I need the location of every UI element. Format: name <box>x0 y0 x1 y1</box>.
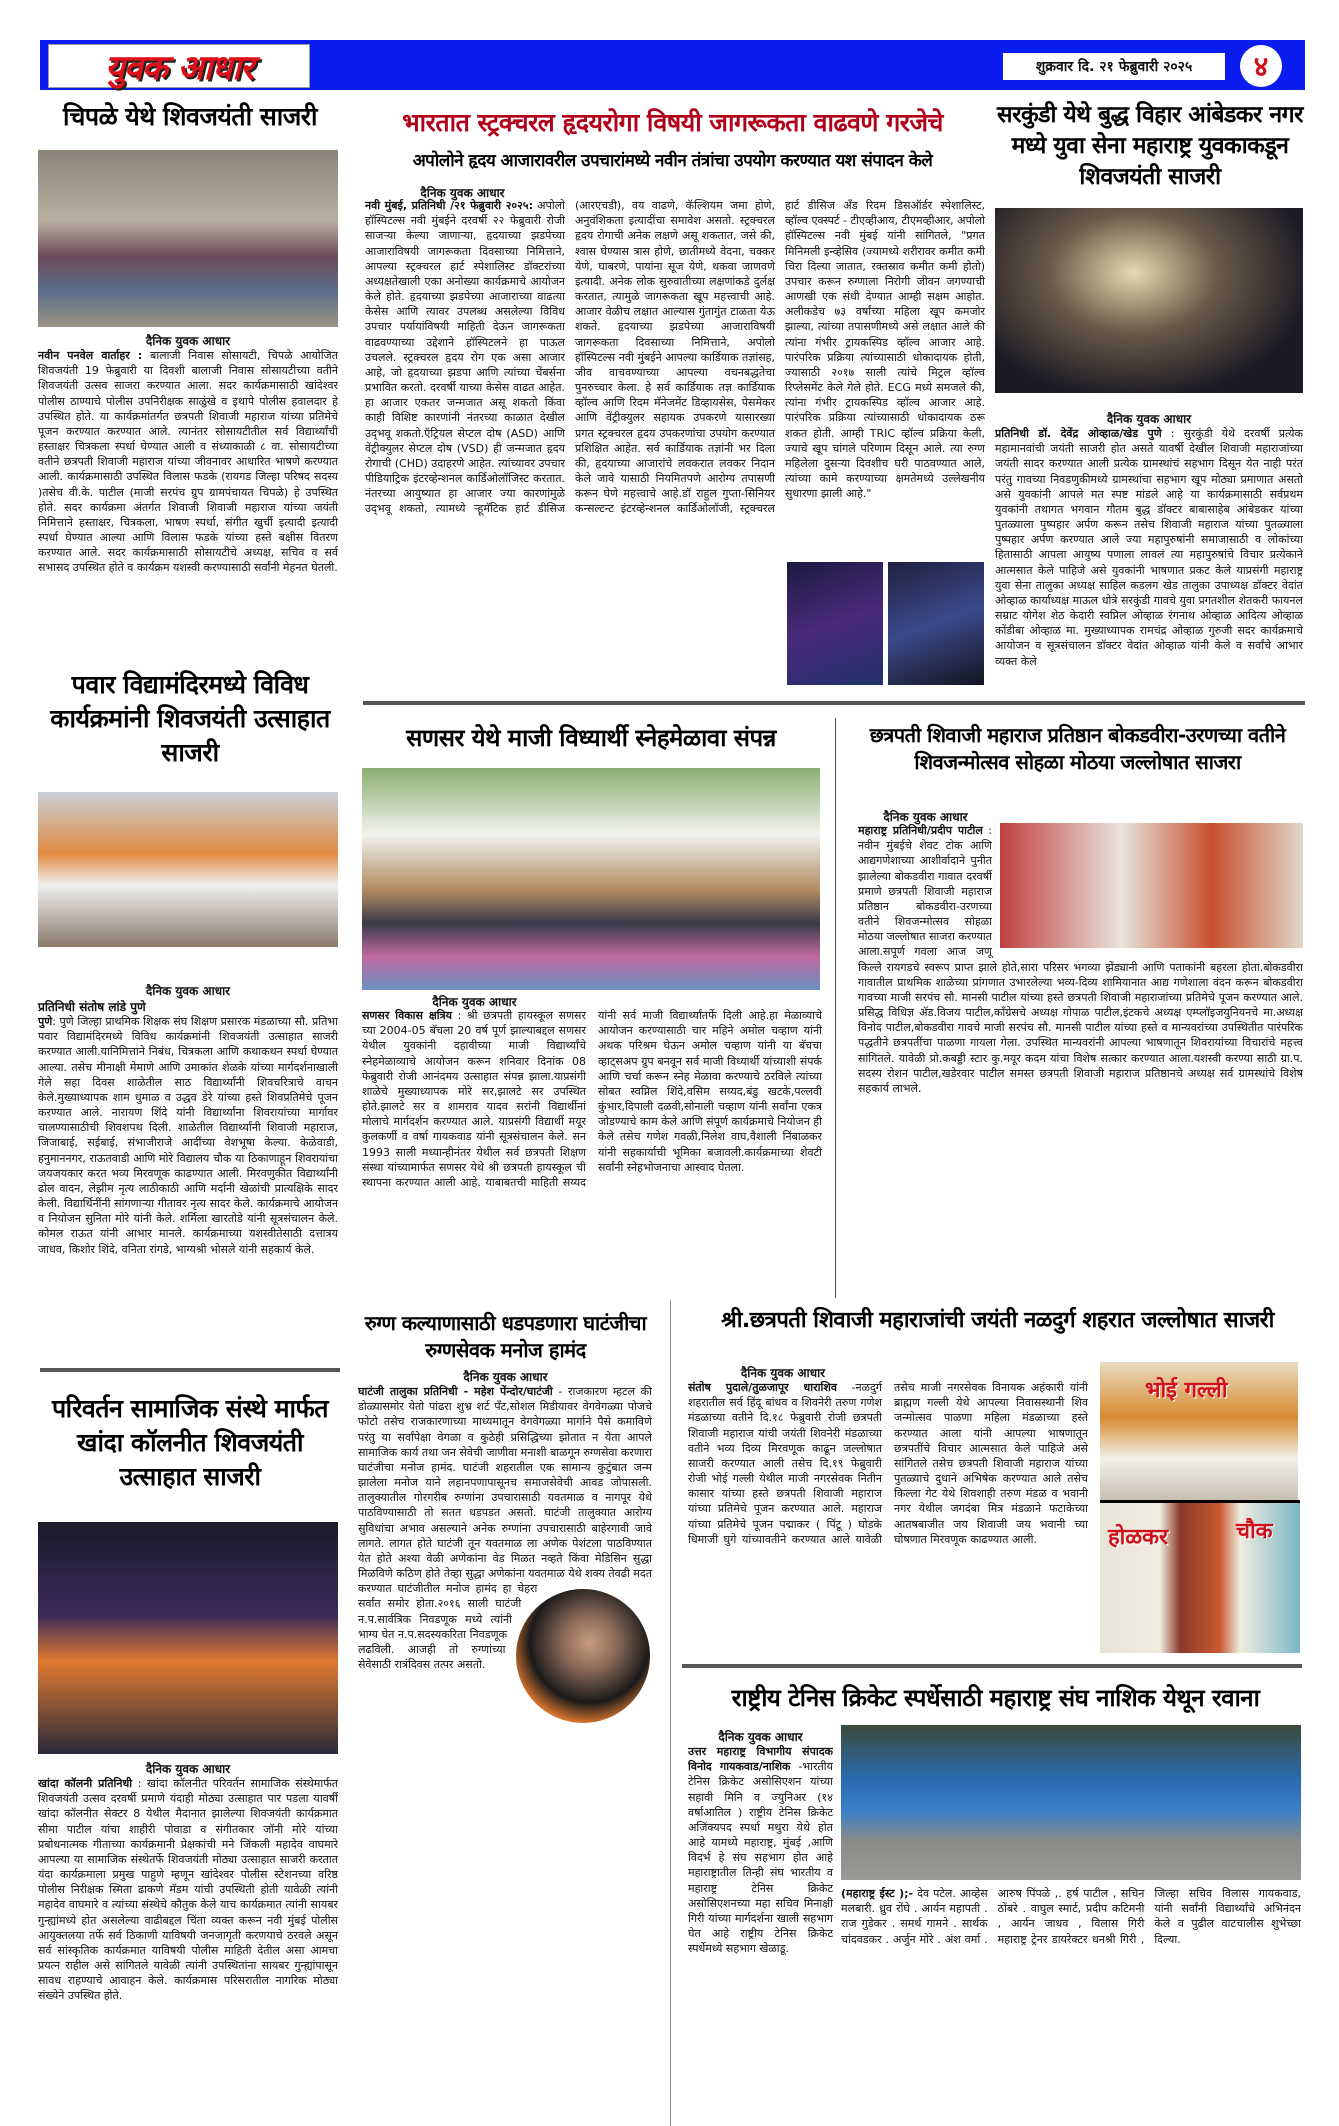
article-text: : नवीन मुंबईचे शेवट टोक आणि आद्यगणेशाच्या आशीर्वादाने पुनीत झालेल्या बोकडवीरा गावात दरवर्षी प्रमाणे छत्रपती शिवाजी महाराज प्रतिष्ठान बोकडवीरा-उरणच्या वतीने शिवजन्मोत्सव सोहळा मोठया जल्लोषात साजरा करण्यात आला.सपूर्ण गवला आज जणू किल्ले रायगडचे स्वरूप प्राप्त झाले होते,सारा परिसर भगव्या झेंड्यानी आणि पताकांनी बहरला होता.बोकडवीरा गावातील प्राथमिक शाळेच्या प्रांगणात उभारलेल्या भव्य-दिव्य शामियानात आद्य गणेशाला वंदन करून बोकडवीरा गावच्या माजी सरपंच सौ. मानसी पाटील यांच्या हस्ते छत्रपती शिवाजी महाराजांच्या प्रतिमेचे पूजन करण्यात आले. प्रसिद्ध विधिज्ञ ॲड.विजय पाटील,काँग्रेसचे अध्यक्ष गोपाळ पाटील,इंटकचे अध्यक्ष एम्प्लॉइजयुनियनचे मा.अध्यक्ष विनोद पाटील,बोकडवीरा गावचे माजी सरपंच सौ. मानसी पाटील यांच्या हस्ते व मान्यवरांच्या उपस्थितीत पारंपरिक पद्धतीने छत्रपतींचा पाळणा गायला गेला. उपस्थित मान्यवरांनी आपल्या भाषणातून शिवरायांच्या विचारांचे महत्त्व सांगितले. यावेळी प्रो.कबड्डी स्टार कु.मयूर कदम यांचा विशेष सत्कार करण्यात आला.यशस्वी करण्या साठी ग्रा.प. सदस्य रोशन पाटील,खडेरवार पाटील समस्त छत्रपती शिवाजी महाराज प्रतिष्ठानचे अध्यक्ष सर्व ग्रामस्थांचे विशेष सहकार्य लाभले. <box>858 824 1303 1095</box>
section-divider <box>682 1664 1302 1668</box>
dateline: पुणे <box>38 1015 53 1028</box>
source-label: दैनिक युवक आधार <box>463 1370 548 1384</box>
photo-pawar-procession <box>38 792 338 947</box>
source-label: दैनिक युवक आधार <box>420 186 505 200</box>
source-label: दैनिक युवक आधार <box>145 334 231 348</box>
headline-bokadvira: छत्रपती शिवाजी महाराज प्रतिष्ठान बोकडवीरा-उरणच्या वतीने शिवजन्मोत्सव सोहळा मोठया जल्लोषात साजरा <box>869 723 1286 774</box>
article-body-pawar <box>38 1014 338 1344</box>
article-body-sarkundi <box>995 426 1303 691</box>
article-body-tennis-team <box>841 1886 1301 2126</box>
dateline: संतोष पुदाले/तुळजापूर धाराशिव <box>688 1381 837 1394</box>
article-body-chiple <box>38 348 338 660</box>
dateline: घाटंजी तालुका प्रतिनिधी - महेश पेंन्दोर/घाटंजी <box>358 1385 553 1398</box>
team-list: देव पटेल. आव्हेस मलबारी. ध्रुव रोंघे . आर्यन महापती . राज गुडेकर . समर्थ गामने . सार्थक चांदवडकर . अर्जुन मोरे . अंश वर्मा . आरुष पिंपळे ,. हर्ष पाटील , सचिन ठोंबरे . वाघुल स्मार्ट, प्रदीप कटिमनी , आर्यन जाधव , विलास गिरी महाराष्ट्र ट्रेनर डायरेक्टर धनश्री गिरी , जिल्हा सचिव विलास गायकवाड, यांनी सर्वांनी विद्यार्थ्यांचे अभिनंदन केले व पुढील वाटचालीस शुभेच्छा दिल्या. <box>841 1887 1301 1946</box>
article-body-ghatanji <box>358 1384 653 2126</box>
page-number: ४ <box>1240 45 1282 87</box>
section-divider <box>363 701 1305 705</box>
photo-holkar-chowk <box>1100 1503 1300 1653</box>
article-body-sansar <box>362 1008 822 1296</box>
source-label: दैनिक युवक आधार <box>1106 412 1192 426</box>
photo-manoj-hamand-portrait <box>513 1586 653 1726</box>
dateline: नवी मुंबई, प्रतिनिधी /२१ फेब्रुवारी २०२५: <box>365 199 533 212</box>
dateline: उत्तर महाराष्ट्र विभागीय संपादक विनोद गायकवाड/नाशिक <box>688 1745 833 1774</box>
headline-sarkundi: सरकुंडी येथे बुद्ध विहार आंबेडकर नगर मध्ये युवा सेना महाराष्ट्र युवकाकडून शिवजयंती साजरी <box>997 102 1303 191</box>
article-text: -भारतीय टेनिस क्रिकेट असोसिएशन यांच्या सहावी मिनि व ज्युनिअर (१४ वर्षाआतिल ) राष्ट्रीय टेनिस क्रिकेट अजिंक्यपद स्पर्धा मथुरा येथे होत आहे यामध्ये महाराष्ट्र, मुंबई ,आणि विदर्भ हे संघ सहभाग होत आहे महाराष्ट्रातील तिन्ही संघ भारतीय व महाराष्ट्र टेनिस क्रिकेट असोसिएशनच्या महा सचिव मिनाक्षी गिरी यांच्या मार्गदर्शना खाली सहभाग घेत आहे राष्ट्रीय टेनिस क्रिकेट स्पर्धेमध्ये सहभाग खेळाडू. <box>688 1760 833 1956</box>
photo-apollo-doctors <box>888 562 984 685</box>
photo-chiple-children <box>38 150 338 327</box>
headline-tennis: राष्ट्रीय टेनिस क्रिकेट स्पर्धेसाठी महाराष्ट्र संघ नाशिक येथून रवाना <box>731 1684 1260 1712</box>
dateline: प्रतिनिधी डॉ. देवेंद्र ओव्हाळ/खेड पुणे <box>995 427 1162 440</box>
article-text: अपोलो हॉस्पिटल्स नवी मुंबईने दरवर्षी २२ फेब्रुवारी रोजी साजऱ्या केल्या जाणाऱ्या, हृदयाच्या झडपेच्या आजाराविषयी जागरूकता दिवसाच्या निमित्ताने, आपल्या स्ट्रक्चरल हार्ट स्पेशालिस्ट डॉक्टरांच्या अध्यक्षतेखाली एका अनोख्या कार्यक्रमाचे आयोजन केले होते. हृदयाच्या झडपेच्या आजाराच्या वाढत्या केसेस आणि त्यावर उपलब्ध असलेल्या विविध उपचार पर्यायांविषयी माहिती देऊन जागरूकता वाढवण्याच्या उद्देशाने हॉस्पिटलने हा पाऊल उचलले. स्ट्रक्चरल हृदय रोग एक असा आजार आहे, जो हृदयाच्या झडपा आणि त्यांच्या चेंबर्सना प्रभावित करतो. दरवर्षी याच्या केसेस वाढत आहेत. हा आजार एकतर जन्मजात असू शकतो किंवा काही विशिष्ट कारणांनी नंतरच्या काळात देखील उद्‌भवू शकतो.ऍट्रियल सेप्टल दोष (ASD) आणि वेंट्रीक्युलर सेप्टल दोष (VSD) ही जन्मजात हृदय रोगाची (CHD) उदाहरणे आहेत. त्यांच्यावर उपचार पीडियाट्रिक इंटरव्हेन्शनल कार्डिओलॉजिस्ट करतात. नंतरच्या आयुष्यात हा आजार ज्या कारणांमुळे उद्‌भवू शकतो, त्यामध्ये ऱ्हूमॅटिक हार्ट डीसिज (आरएचडी), वय वाढणे, कॅल्शियम जमा होणे, अनुवंशिकता इत्यादींचा समावेश असतो. स्ट्रक्चरल हृदय रोगाची अनेक लक्षणे असू शकतात, जसे की, श्वास घेण्यास त्रास होणे, छातीमध्ये वेदना, चक्कर येणे, घाबरणे, पायांना सूज येणे, थकवा जाणवणे इत्यादी. अनेक लोक सुरुवातीच्या लक्षणांकडे दुर्लक्ष करतात, त्यामुळे जागरूकता खूप महत्त्वाची आहे. आजार वेळीच लक्षात आल्यास गुंतागुंत टाळता येऊ शकते. हृदयाच्या झडपेच्या आजाराविषयी जागरूकता दिवसाच्या निमित्ताने, अपोलो हॉस्पिटल्स नवी मुंबईने आपल्या कार्डियाक तज्ञांसह, जीव वाचवण्याच्या आपल्या वचनबद्धतेचा पुनरुच्चार केला. हे सर्व कार्डियाक तज्ञ कार्डियाक व्हॉल्व आणि रिदम मॅनेजमेंट डिव्हायसेस, पेसमेकर आणि वेंट्रीक्युलर सहायक उपकरणे यासारख्या प्रगत स्ट्रक्चरल हृदय उपकरणांचा उपयोग करण्यात प्रशिक्षित आहेत. सर्व कार्डियाक तज्ञांनी भर दिला की, हृदयाच्या आजारांचे लवकरात लवकर निदान केले जावे यासाठी नियमितपणे आरोग्य तपासणी करून घेणे महत्त्वाचे आहे.डॉ राहुल गुप्ता-सिनियर कन्सल्टन्ट इंटरव्हेन्शनल कार्डिओलॉजी, स्ट्रक्चरल हार्ट डीसिज ॲंड रिदम डिसऑर्डर स्पेशालिस्ट, व्हॉल्व एक्स्पर्ट - टीएव्हीआय, टीएमव्हीआर, अपोलो हॉस्पिटल्स नवी मुंबई यांनी सांगितले, "प्रगत मिनिमली इन्व्हेसिव (ज्यामध्ये शरीरावर कमीत कमी चिरा दिल्या जातात, रक्तस्राव कमीत कमी होतो) उपचार करून रुग्णाला निरोगी जीवन जगण्याची आणखी एक संधी देण्यात आम्ही सक्षम आहोत. अलीकडेच ७३ वर्षांच्या महिला खूप कमजोर झाल्या, त्यांच्या तपासणीमध्ये असे लक्षात आले की त्यांना गंभीर ट्रायकस्पिड व्हॉल्व आजार आहे. पारंपरिक प्रक्रिया त्यांच्यासाठी धोकादायक होती, ज्यासाठी २०१७ साली त्यांचे मिट्रल व्हॉल्व रिप्लेसमेंट केले गेले होते. ECG मध्ये समजले की, त्यांना गंभीर ट्रायकस्पिड व्हॉल्व आजार आहे. पारंपरिक प्रक्रिया त्यांच्यासाठी धोकादायक ठरू शकत होती. आम्ही TRIC व्हॉल्व प्रक्रिया केली, ज्याचे खूप चांगले परिणाम दिसून आले. त्या रुग्ण महिलेला दुसऱ्या दिवशीच घरी पाठवण्यात आले, त्यांच्या कामे करण्याच्या क्षमतेमध्ये उल्लेखनीय सुधारणा झाली आहे." <box>365 199 985 516</box>
headline-khanda: परिवर्तन सामाजिक संस्थे मार्फत खांदा कॉलनीत शिवजयंती उत्साहात साजरी <box>51 1394 329 1491</box>
article-body-tennis <box>688 1744 833 2126</box>
headline-naldurg: श्री.छत्रपती शिवाजी महाराजांची जयंती नळदुर्ग शहरात जल्लोषात साजरी <box>721 1308 1274 1333</box>
issue-date: शुक्रवार दि. २१ फेब्रुवारी २०२५ <box>1003 53 1225 80</box>
headline-apollo: भारतात स्ट्रक्चरल हृदयरोगा विषयी जागरूकता वाढवणे गरजेचे <box>402 108 943 137</box>
column-divider <box>835 718 836 1298</box>
article-text: -नळदुर्ग शहरातील सर्व हिंदू बांधव व शिवनेरी तरुण गणेश मंडळाच्या वतीने दि.१८ फेब्रुवारी रोजी छत्रपती शिवाजी महाराज यांची जयंती शिवनेरी मंडळाच्या वतीने भव्य दिव्य मिरवणूक काढून जल्लोषात साजरी करण्यात आली तसेच दि.१९ फेब्रुवारी रोजी भोई गल्ली येथील माजी नगरसेवक नितीन कासार यांच्या हस्ते छत्रपती शिवाजी महाराज यांच्या प्रतिमेचे पूजन करण्यात आले. महाराज यांच्या प्रतिमेचे पूजन पद्माकर ( पिंटू ) घोडके धिमाजी घुगे यांच्यावतीने करण्यात आले यावेळी तसेच माजी नगरसेवक विनायक अहंकारी यांनी ब्राह्मण गल्ली येथे आपल्या निवासस्थानी शिव जन्मोत्सव पाळणा महिला मंडळाच्या हस्ते करण्यात आला यांनी आपल्या भाषणातून छत्रपतींचे विचार आत्मसात केले पाहिजे असे सांगितले तसेच छत्रपती शिवाजी महाराज यांच्या पुतळ्याचे दुधाने अभिषेक करण्यात आले तसेच किल्ला गेट येथे शिवशाही तरुण मंडळ व भवानी नगर येथील जगदंबा मित्र मंडळाने फटाकेच्या आतषबाजीत जय शिवाजी जय भवानी च्या घोषणात मिरवणूक काढण्यात आली. <box>688 1381 1088 1546</box>
reporter: प्रतिनिधी संतोष लांडे पुणे <box>38 1000 146 1014</box>
team-label: (महाराष्ट्र ईस्ट );- <box>841 1887 914 1900</box>
article-body-bokadvira <box>858 823 1303 1296</box>
article-text: : श्री छत्रपती हायस्कूल सणसर च्या 2004-05 बॅचला 20 वर्ष पूर्ण झाल्याबद्दल सणसर येथील युवकांनी दहावीच्या माजी विद्यार्थ्यांचे स्नेहमेळाव्याचे आयोजन करून शनिवार दिनांक 08 फेब्रुवारी रोजी आनंदमय उत्साहात संपन्न झाला.याप्रसंगी शाळेचे मुख्याध्यापक मोरे सर,झालटे सर उपस्थित होते.झालटे सर व शामराव यादव सरांनी विद्यार्थीनां मोलाचे मार्गदर्शन करण्यात आले. याप्रसंगी विद्यार्थी मयूर कुलकर्णी व वर्षा गायकवाड यांनी सूत्रसंचालन केले. सन 1993 साली मध्यान्हीनंतर येथील सर्व छत्रपती शिक्षण संस्था यांच्यामार्फत सणसर येथे श्री छत्रपती हायस्कूल ची स्थापना करण्यात आली आहे. याबाबतची माहिती सय्यद यांनी सर्व माजी विद्यार्थ्यांतर्फे दिली आहे.हा मेळाव्याचे आयोजन करण्यासाठी चार महिने अमोल चव्हाण यांनी अथक परिश्रम घेऊन अमोल चव्हाण यांनी या बॅचचा व्हाट्सअप ग्रुप बनवून सर्व माजी विध्यार्थी यांच्याशी संपर्क आणि चर्चा करून स्नेह मेळावा करण्याचे ठरविले त्यांच्या सोबत स्वप्निल शिंदे,वसिम सय्यद,बंडु खटके,पल्लवी कुंभार,दिपाली दळवी,सोनाली चव्हाण यांनी सर्वांना एकत्र जोडण्याचे काम केले आणि संपूर्ण कार्यक्रमाचे नियोजन ही केले तसेच गणेश गवळी,निलेश वाघ,वैशाली निंबाळकर यांनी सहकार्याची भूमिका बजावली.कार्यक्रमाच्या शेवटी सर्वांनी स्नेहभोजनाचा आस्वाद घेतला. <box>362 1009 822 1189</box>
photo-sansar-reunion <box>362 768 820 990</box>
subheadline-apollo: अपोलोने हृदय आजारावरील उपचारांमध्ये नवीन तंत्रांचा उपयोग करण्यात यश संपादन केले <box>412 151 933 171</box>
source-label: दैनिक युवक आधार <box>718 1730 803 1744</box>
dateline: नवीन पनवेल वार्ताहर : <box>38 349 143 362</box>
headline-pawar: पवार विद्यामंदिरमध्ये विविध कार्यक्रमांनी शिवजयंती उत्साहात साजरी <box>50 670 330 767</box>
headline-sansar: सणसर येथे माजी विध्यार्थी स्नेहमेळावा संपन्न <box>406 724 776 752</box>
dateline: सणसर विकास क्षत्रिय <box>362 1009 453 1022</box>
newspaper-title: युवक आधार <box>105 48 253 88</box>
photo-bokadvira-celebration <box>1000 823 1303 948</box>
source-label: दैनिक युवक आधार <box>432 995 517 1009</box>
photo-khanda-stage <box>38 1522 338 1754</box>
headline-ghatanji: रुग्ण कल्याणासाठी धडपडणारा घाटंजीचा रुग्णसेवक मनोज हामंद <box>364 1311 647 1362</box>
article-text: : खांदा कॉलनीत परिवर्तन सामाजिक संस्थेमार्फत शिवजयंती उत्सव दरवर्षी प्रमाणे यंदाही मोठ्या उत्साहात पार पडला यावर्षी खांदा कॉलनीत सेक्टर 8 येथील मैदानात झालेल्या शिवजयंती कार्यक्रमात सीमा पाटील यांचा शाहीरी पोवाडा व संगीतकार जॉनी मोरे यांच्या प्रबोधनात्मक गीताच्या कार्यक्रमानी प्रेक्षकांची मने जिंकली महादेव वाघमारे आपल्या या सामाजिक संस्थेतर्फे शिवजयंती मोठ्या उत्साहात साजरी करतात यंदा कार्यक्रमाला प्रमुख पाहुणे म्हणून खांदेश्वर पोलीस स्टेशनच्या वरिष्ठ पोलीस निरीक्षक स्मिता ढाकणे मॅडम यांची उपस्थिती होती यावेळी त्यांनी महादेव वाघमारे व त्यांच्या संस्थेचे कौतुक केले याच कार्यक्रमात त्यांनी सायबर गुन्ह्यांमध्ये होत असलेल्या वाढीबद्दल चिंता व्यक्त करून नवी मुंबई पोलीस आयुक्तलया तर्फे सर्व ठिकाणी याविषयी जनजागृती करणयाचे ठरवले असून सर्व सांस्कृतिक कार्यक्रमात याविषयी पोलीस माहिती देतील असा आमचा प्रयत्न राहील असे सांगितले यावेळी त्यांनी उपस्थितांना सायबर गुन्ह्यांपासून सावध राहण्याचे आवाहन केले. कार्यक्रमास परिसरातील नागरिक मोठ्या संख्येने उपस्थित होते. <box>38 1777 338 2003</box>
article-text: - राजकारण म्हटल की डोळ्यासमोर येतो पांढरा शुभ्र शर्ट पॅंट,सोशल मिडीयावर वेगवेगळ्या पोजचे फोटो तसेच राजकारणाच्या माध्यमातून वेगवेगळ्या मार्गाने पैसे कमाविणे परंतु या सर्वांपेक्षा वेगळा व कुठेही प्रसिद्धिच्या झोतात न येता आपले सामाजिक कार्य तथा जन सेवेची जाणीवा मनाशी बाळगून रुग्णसेवा करणारा घाटंजीचा मनोज हामंद. घाटंजी शहरातील एक सामान्य कुटुंबात जन्म झालेला मनोज याने लहानपणापासूनच समाजसेवेची आवड जोपासली. तालुक्यातील गोरगरीब रुग्णांना उपचारासाठी यवतमाळ व नागपूर येथे पाठविण्यासाठी तो सतत धडपडत असतो. घाटंजी तालुक्यात आरोग्य सुविधांचा अभाव असल्याने अनेक रुग्णांना उपचारासाठी बाहेरगावी जावे लागते. लागत होते घाटंजी तून यवतमाळ ला अणेक पेशंटला पाठविण्यात येत होते अश्या वेळी अणेकांना वेड मिळत नव्हते किंवा मेडिसिन सुद्धा मिळविणे कठिण होते तेव्हा सुद्धा अणेकांना यवतमाळ येथे शक्य तेवढी मदत करण्यात घाटंजीतील मनोज हामंद हा चेहरा सर्वांत समोर होता.२०१६ साली घाटंजी न.प.सार्वत्रिक निवडणूक मध्ये त्यांनी भाग्य घेत न.प.सदस्यकरिता निवडणूक लढविली. आजही तो रुग्णांच्या सेवेसाठी रात्रंदिवस तत्पर असतो. <box>358 1385 652 1672</box>
photo-maharashtra-team <box>841 1725 1301 1880</box>
source-label: दैनिक युवक आधार <box>883 810 968 824</box>
headline-chiple: चिपळे येथे शिवजयंती साजरी <box>63 102 317 131</box>
article-text: : पुणे जिल्हा प्राथमिक शिक्षक संघ शिक्षण प्रसारक मंडळाच्या सौ. प्रतिभा पवार विद्यामंदिरमध्ये विविध कार्यक्रमांनी शिवजयंती उत्साहात साजरी करण्यात आली.यानिमित्ताने निबंध, चित्रकला आणि कथाकथन स्पर्धा घेण्यात आल्या. तसेच मीनाक्षी मेमाणे आणि उमाकांत शेळके यांच्या मार्गदर्शनाखाली गेले सहा दिवस शाळेतील साठ विद्यार्थ्यांनी शिवचरित्राचे वाचन केले.मुख्याध्यापक शाम धुमाळ व उद्धव डेरे यांच्या हस्ते शिवप्रतिमेचे पूजन करण्यात आले. नारायण शिंदे यांनी विद्यार्थ्यांना शिवरायांच्या मार्गावर चालण्यासाठीची शिवशपथ दिली. शाळेतील विद्यार्थ्यांनी शिवाजी महाराज, जिजाबाई, सईबाई, संभाजीराजे आदींच्या वेशभूषा केल्या. केळेवाडी, हनुमाननगर, राऊतवाडी आणि मोरे विद्यालय चौक या ठिकाणाहून शिवरायांचा जयजयकार करत भव्य मिरवणूक काढण्यात आली. मिरवणुकीत विद्यार्थ्यांनी ढोल वादन, लेझीम नृत्य लाठीकाठी आणि मर्दानी खेळांची प्रात्यक्षिके सादर केली. विद्यार्थिनींनी सांगणाऱ्या गीतावर नृत्य सादर केले. कार्यक्रमाचे आयोजन व नियोजन सुनिता मोरे यांनी केले. शर्मिला खारतोडे यांनी सूत्रसंचालन केले. कोमल राऊत यांनी आभार मानले. कार्यक्रमाच्या यशस्वीतेसाठी दत्तात्रय जाधव, किशोर शिंदे, वनिता रांगडे, भाग्यश्री भोसले यांनी सहकार्य केले. <box>38 1015 338 1256</box>
column-divider <box>670 1300 671 2126</box>
photo-apollo-stage <box>787 562 883 685</box>
article-body-naldurg <box>688 1380 1088 1652</box>
photo-label-bhoi-galli: भोई गल्ली <box>1145 1378 1228 1403</box>
dateline: खांदा कॉलनी प्रतिनिधी <box>38 1777 133 1790</box>
photo-bhoi-galli <box>1100 1362 1298 1500</box>
source-label: दैनिक युवक आधार <box>145 984 231 998</box>
source-label: दैनिक युवक आधार <box>740 1366 826 1380</box>
section-divider <box>40 1368 340 1372</box>
float-spacer <box>652 1384 653 1584</box>
photo-label-chowk: चौक <box>1236 1519 1273 1544</box>
article-body-apollo <box>365 198 985 556</box>
newspaper-logo[interactable] <box>48 44 310 88</box>
source-label: दैनिक युवक आधार <box>145 1762 231 1776</box>
photo-label-holkar: होळकर <box>1108 1525 1168 1550</box>
dateline: महाराष्ट्र प्रतिनिधी/प्रदीप पाटील <box>858 824 983 837</box>
article-body-khanda <box>38 1776 338 2126</box>
photo-sarkundi-event <box>995 208 1303 393</box>
article-text: बालाजी निवास सोसायटी, चिपळे आयोजित शिवजयंती 19 फेब्रुवारी या दिवशी बालाजी निवास सोसायटीच्या वतीने शिवजयंती उत्सव साजरा करण्यात आला. सदर कार्यक्रमासाठी खांदेश्वर पोलीस ठाण्याचे पोलीस उपनिरीक्षक साळुंखे व इथापे पोलीस हवालदार हे उपस्थित होते. या कार्यक्रमांतर्गत छत्रपती शिवाजी महाराज यांच्या प्रतिमेचे पूजन करण्यात करण्यात आले. त्यानंतर सोसायटीतील सर्व विद्यार्थ्यांची हस्ताक्षर चित्रकला स्पर्धा घेण्यात आली व संध्याकाळी ८ वा. सोसायटीच्या वतीने छत्रपती शिवाजी महाराज यांच्या जीवनावर आधारित भाषणे करण्यात आली. कार्यक्रमासाठी उपस्थित विलास फडके (रायगड जिल्हा परिषद सदस्य )तसेच वी.के. पाटील (माजी सरपंच ग्रुप ग्रामपंचायत चिपळे) हे उपस्थित होते. सदर कार्यक्रमा अंतर्गत शिवाजी शिवाजी महाराज यांच्या जयंती निमित्ताने हस्ताक्षर, चित्रकला, भाषण स्पर्धा, संगीत खुर्ची इत्यादी इत्यादी स्पर्धा घेण्यात आल्या आणि विलास फडके यांच्या हस्ते बक्षीस वितरण करण्यात आले. सदर कार्यक्रमासाठी सोसायटीचे अध्यक्ष, सचिव व सर्व सभासद उपस्थित होते व कार्यक्रम यशस्वी करण्यासाठी सर्वांनी मेहनत घेतली. <box>38 349 338 575</box>
article-text: : सुरकुंडी येथे दरवर्षी प्रत्येक महामानवांची जयंती साजरी होत असते यावर्षी देखील शिवाजी महाराजांच्या जयंती सादर करण्यात आली प्रत्येक ग्रामस्थांचं सहभाग दिसून येत नाही परंत परंतु गावच्या निवडणुकीमध्ये ग्रामस्थांचा सहभाग खूप मोठ्या प्रमाणात असतो असे युवकांनी आपले मत स्पष्ट मांडले आहे या कार्यक्रमासाठी सर्वप्रथम युवकांनी तथागत भगवान गौतम बुद्ध डॉक्टर बाबासाहेब आंबेडकर यांच्या पुतळ्याला पुष्पहार अर्पण करून तसेच शिवाजी महाराज यांच्या पुतळ्याला पुष्पहार अर्पण करण्यात आले ज्या महापुरुषांनी समाजासाठी व लोकांच्या हितासाठी आपला आयुष्य पणाला लावलं त्या महापुरुषांचे विचार प्रत्येकाने आत्मसात केले पाहिजे असे युवकांनी भाषणात प्रकट केले याप्रसंगी महाराष्ट्र युवा सेना तालुका अध्यक्ष साहिल कडलग खेड तालुका उपाध्यक्ष डॉक्टर वेदांत ओव्हाळ कार्याध्यक्ष माऊल धोत्रे सरकुंडी गावचे युवा प्रगतशील शेतकरी फायनल सम्राट योगेश शेठ केदारी स्वप्निल ओव्हाळ रंगनाथ ओव्हाळ आदित्य ओव्हाळ कोंडीबा ओव्हाळ मा. मुख्याध्यापक रामचंद्र ओव्हाळ गुरुजी सदर कार्यक्रमाचे आयोजन व सूत्रसंचालन डॉक्टर वेदांत ओव्हाळ यांनी केले व सर्वांचे आभार व्यक्त केले <box>995 427 1303 668</box>
